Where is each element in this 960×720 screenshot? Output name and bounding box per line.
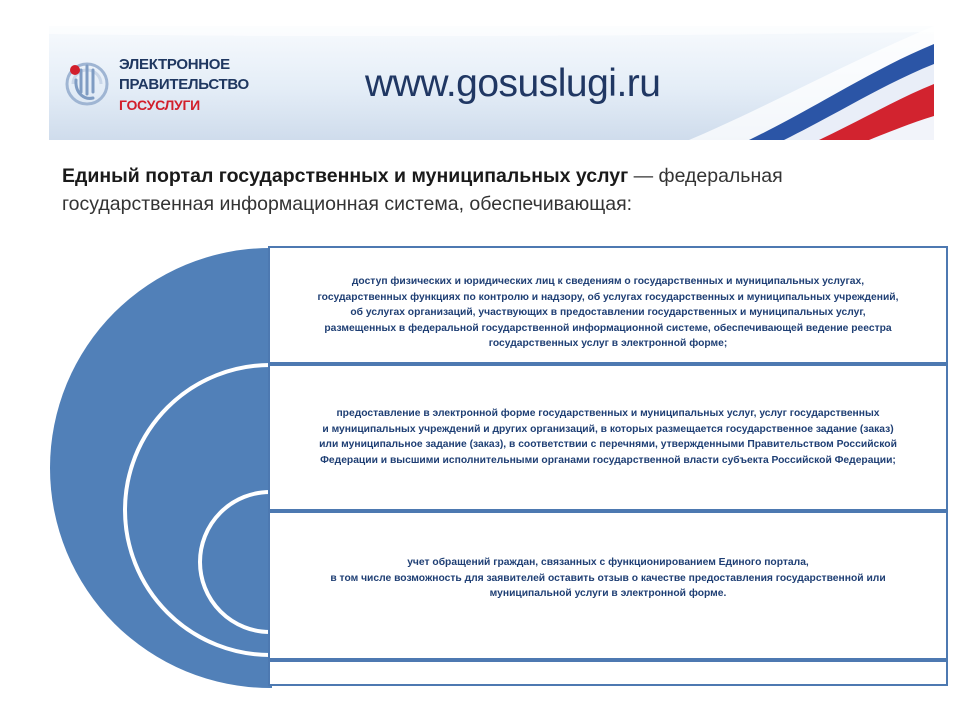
item-text-2 <box>313 406 903 468</box>
logo-text-line3: ГОСУСЛУГИ <box>119 97 200 113</box>
item-1-line: размещенных в федеральной государственной информационной системе, обеспечивающей ведение реестра <box>324 322 892 334</box>
item-1-line: государственных функциях по контролю и надзору, об услугах государственных и муниципальных учреждений, <box>317 291 899 303</box>
item-text-1 <box>312 274 905 352</box>
intro-bold-term: Единый портал государственных и муниципальных услуг <box>62 165 629 187</box>
item-3-line: в том числе возможность для заявителей оставить отзыв о качестве предоставления государственной или <box>330 572 886 584</box>
logo-text-line2: ПРАВИТЕЛЬСТВО <box>119 76 249 93</box>
item-box-1 <box>268 246 948 364</box>
item-box-2 <box>268 364 948 511</box>
empty-footer-box <box>268 660 948 686</box>
item-2-line: предоставление в электронной форме государственных и муниципальных услуг, услуг государственных <box>336 408 880 419</box>
item-box-3 <box>268 511 948 660</box>
item-1-line: об услугах организаций, участвующих в предоставлении государственных и муниципальных услуг, <box>350 307 866 318</box>
item-2-line: или муниципальное задание (заказ), в соответствии с перечнями, утвержденными Правительством Российской <box>319 439 897 450</box>
item-1-line: доступ физических и юридических лиц к сведениям о государственных и муниципальных услугах, <box>351 276 865 287</box>
item-3-line: учет обращений граждан, связанных с функционированием Единого портала, <box>407 557 809 568</box>
logo-text-line1: ЭЛЕКТРОННОЕ <box>119 56 230 73</box>
item-1-line: государственных услуг в электронной форме; <box>488 338 728 349</box>
item-2-line: и муниципальных учреждений и других организаций, в которых размещается государственное задание (заказ) <box>322 423 894 435</box>
intro-rest: — федеральная государственная информационная система, обеспечивающая: <box>62 165 783 215</box>
item-3-line: муниципальной услуги в электронной форме. <box>489 588 727 599</box>
site-url[interactable]: www.gosuslugi.ru <box>365 62 661 105</box>
item-2-line: Федерации и высшими исполнительными органами государственной власти субъекта Российской Федерации; <box>320 454 896 466</box>
item-text-3 <box>324 555 891 602</box>
